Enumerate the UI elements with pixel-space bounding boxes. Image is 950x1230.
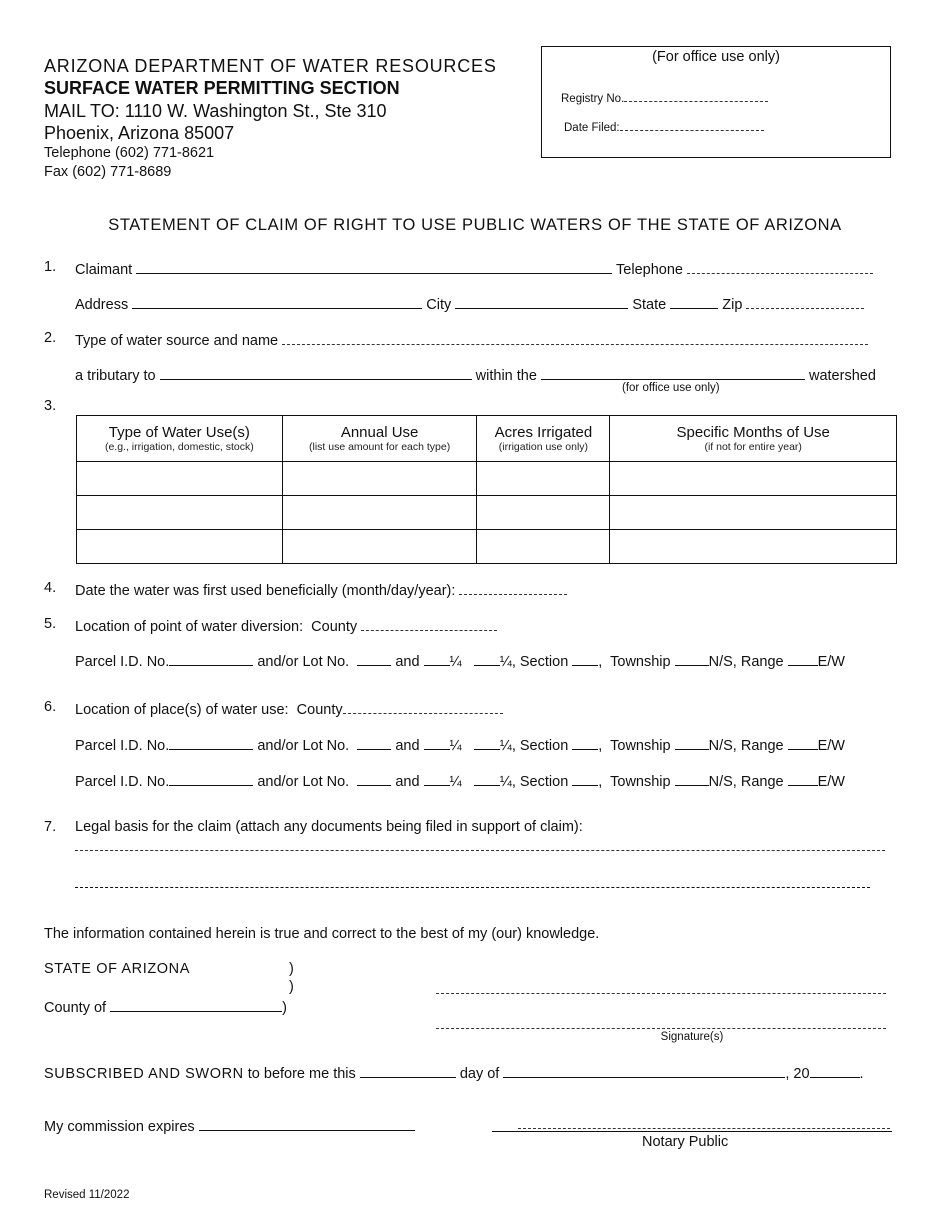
watershed-label: watershed [808,368,876,384]
item-number: 2. [44,330,57,346]
township-label: Township [610,654,671,670]
ew-label: E/W [817,654,845,670]
sworn-year-field[interactable] [810,1063,860,1078]
comma-label: , [598,738,603,754]
water-source-label: Type of water source and name [75,333,279,349]
signature-field[interactable] [436,1028,886,1029]
place-of-use-row [75,699,503,718]
table-cell[interactable] [610,462,897,496]
lot-label: and/or Lot No. [257,738,350,754]
state-field[interactable] [670,294,718,309]
period: . [859,1066,864,1082]
parcel-id-label: Parcel I.D. No. [75,654,170,670]
city-line: Phoenix, Arizona 85007 [44,123,235,143]
parcel-row [75,651,845,670]
bracket: ) [289,961,294,977]
commission-row [44,1116,415,1135]
parcel-row [75,735,845,754]
ew-label: E/W [817,774,845,790]
quarter-label: ¼ [449,774,462,790]
range-label: Range [740,654,784,670]
section-field[interactable] [572,735,598,750]
form-title: STATEMENT OF CLAIM OF RIGHT TO USE PUBLIC WATERS OF THE STATE OF ARIZONA [108,216,842,234]
legal-basis-field[interactable] [75,850,885,851]
table-cell[interactable] [77,530,283,564]
notary-public-label: Notary Public [642,1134,729,1150]
signatures-label: Signature(s) [660,1031,724,1043]
bracket: ) [289,979,294,995]
quarter-label: ¼, [499,738,516,754]
county-label: County [311,619,358,635]
claimant-row [75,259,873,278]
quarter-field[interactable] [474,651,500,666]
date-filed-field[interactable] [620,119,764,131]
comma-label: , [598,774,603,790]
column-header: Specific Months of Use (if not for entire year) [610,416,897,462]
sworn-row [44,1063,864,1082]
address-field[interactable] [132,294,422,309]
township-label: Township [610,738,671,754]
lot-label: and/or Lot No. [257,654,350,670]
table-row [77,462,897,496]
lot-field[interactable] [357,771,391,786]
before-me-label: to before me this [247,1066,356,1082]
table-cell[interactable] [477,462,610,496]
watershed-field[interactable] [541,365,805,380]
fax-line: Fax (602) 771-8689 [44,164,172,180]
bracket: ) [282,1000,287,1016]
office-use-box [541,46,891,158]
address-label: Address [75,297,129,313]
claimant-label: Claimant [75,262,133,278]
table-cell[interactable] [477,496,610,530]
section-label: Section [519,738,569,754]
quarter-field[interactable] [424,651,450,666]
tributary-field[interactable] [160,365,472,380]
table-cell[interactable] [282,462,477,496]
table-cell[interactable] [77,496,283,530]
day-of-label: day of [459,1066,500,1082]
quarter-label: ¼ [449,738,462,754]
table-cell[interactable] [610,530,897,564]
table-cell[interactable] [477,530,610,564]
county-of-row [44,997,287,1016]
county-label: County [296,702,343,718]
water-source-field[interactable] [282,330,868,345]
item-number: 3. [44,398,57,414]
item-number: 6. [44,699,57,715]
diversion-county-field[interactable] [361,616,497,631]
mail-address: MAIL TO: 1110 W. Washington St., Ste 310 [44,101,387,121]
within-label: within the [475,368,537,384]
table-cell[interactable] [610,496,897,530]
notary-county-field[interactable] [110,997,282,1012]
table-row [77,530,897,564]
table-cell[interactable] [282,496,477,530]
year-prefix: , 20 [785,1066,810,1082]
parcel-id-field[interactable] [169,651,253,666]
certification-text: The information contained herein is true and correct to the best of my (our) knowledge. [44,926,600,942]
township-field[interactable] [675,651,709,666]
signature-field[interactable] [436,993,886,994]
notary-signature-underline [492,1131,892,1132]
quarter-label: ¼, [499,774,516,790]
first-use-label: Date the water was first used beneficially (month/day/year): [75,583,456,599]
lot-label: and/or Lot No. [257,774,350,790]
diversion-label: Location of point of water diversion: [75,619,304,635]
ns-label: N/S, [708,654,737,670]
item-number: 7. [44,819,57,835]
state-label: State [632,297,667,313]
first-use-row [75,580,567,599]
table-cell[interactable] [77,462,283,496]
and-label: and [395,738,420,754]
ew-label: E/W [817,738,845,754]
commission-label: My commission expires [44,1119,195,1135]
section-label: Section [519,774,569,790]
place-county-field[interactable] [343,699,503,714]
range-field[interactable] [788,651,818,666]
table-header-row [77,416,897,462]
parcel-id-field[interactable] [169,771,253,786]
tributary-label: a tributary to [75,368,156,384]
legal-basis-field[interactable] [75,887,870,888]
column-header: Type of Water Use(s) (e.g., irrigation, domestic, stock) [77,416,283,462]
city-label: City [426,297,452,313]
sworn-day-field[interactable] [360,1063,456,1078]
county-of-label: County of [44,1000,107,1016]
table-row [77,496,897,530]
quarter-label: ¼ [449,654,462,670]
section-field[interactable] [572,651,598,666]
parcel-id-label: Parcel I.D. No. [75,738,170,754]
zip-label: Zip [722,297,743,313]
state-label: STATE OF ARIZONA [44,961,191,977]
registry-no-label: Registry No. [561,93,625,105]
registry-no-row [561,90,768,105]
water-source-row [75,330,868,349]
city-field[interactable] [455,294,628,309]
office-use-note: (for office use only) [622,382,720,394]
quarter-field[interactable] [424,771,450,786]
comma-label: , [598,654,603,670]
column-header: Annual Use (list use amount for each type) [282,416,477,462]
telephone-field[interactable] [687,259,873,274]
ns-label: N/S, [708,738,737,754]
registry-no-field[interactable] [624,90,768,102]
sworn-month-field[interactable] [503,1063,785,1078]
township-field[interactable] [675,771,709,786]
agency-name: ARIZONA DEPARTMENT OF WATER RESOURCES [44,56,497,76]
date-filed-row [564,119,764,134]
column-header: Acres Irrigated (irrigation use only) [477,416,610,462]
range-label: Range [740,774,784,790]
revision-date: Revised 11/2022 [44,1189,130,1201]
section-field[interactable] [572,771,598,786]
range-field[interactable] [788,771,818,786]
table-cell[interactable] [282,530,477,564]
sworn-label: SUBSCRIBED AND SWORN [44,1066,244,1082]
section-label: Section [519,654,569,670]
quarter-field[interactable] [474,735,500,750]
township-label: Township [610,774,671,790]
claimant-field[interactable] [136,259,612,274]
section-name: SURFACE WATER PERMITTING SECTION [44,78,400,98]
lot-field[interactable] [357,651,391,666]
telephone-label: Telephone [616,262,683,278]
parcel-id-label: Parcel I.D. No. [75,774,170,790]
range-label: Range [740,738,784,754]
water-use-table [76,415,897,564]
parcel-row [75,771,845,790]
item-number: 5. [44,616,57,632]
telephone-line: Telephone (602) 771-8621 [44,145,215,161]
address-row [75,294,864,313]
and-label: and [395,774,420,790]
parcel-id-field[interactable] [169,735,253,750]
place-of-use-label: Location of place(s) of water use: [75,702,289,718]
quarter-field[interactable] [424,735,450,750]
date-filed-label: Date Filed: [564,122,620,134]
item-number: 4. [44,580,57,596]
office-use-title: (For office use only) [652,49,780,65]
tributary-row [75,365,876,384]
quarter-field[interactable] [474,771,500,786]
notary-signature-field[interactable] [518,1128,890,1129]
zip-field[interactable] [746,294,864,309]
item-number: 1. [44,259,57,275]
range-field[interactable] [788,735,818,750]
legal-basis-label: Legal basis for the claim (attach any documents being filed in support of claim): [75,819,583,835]
lot-field[interactable] [357,735,391,750]
first-use-date-field[interactable] [459,580,567,595]
commission-field[interactable] [199,1116,415,1131]
diversion-row [75,616,497,635]
and-label: and [395,654,420,670]
township-field[interactable] [675,735,709,750]
quarter-label: ¼, [499,654,516,670]
ns-label: N/S, [708,774,737,790]
